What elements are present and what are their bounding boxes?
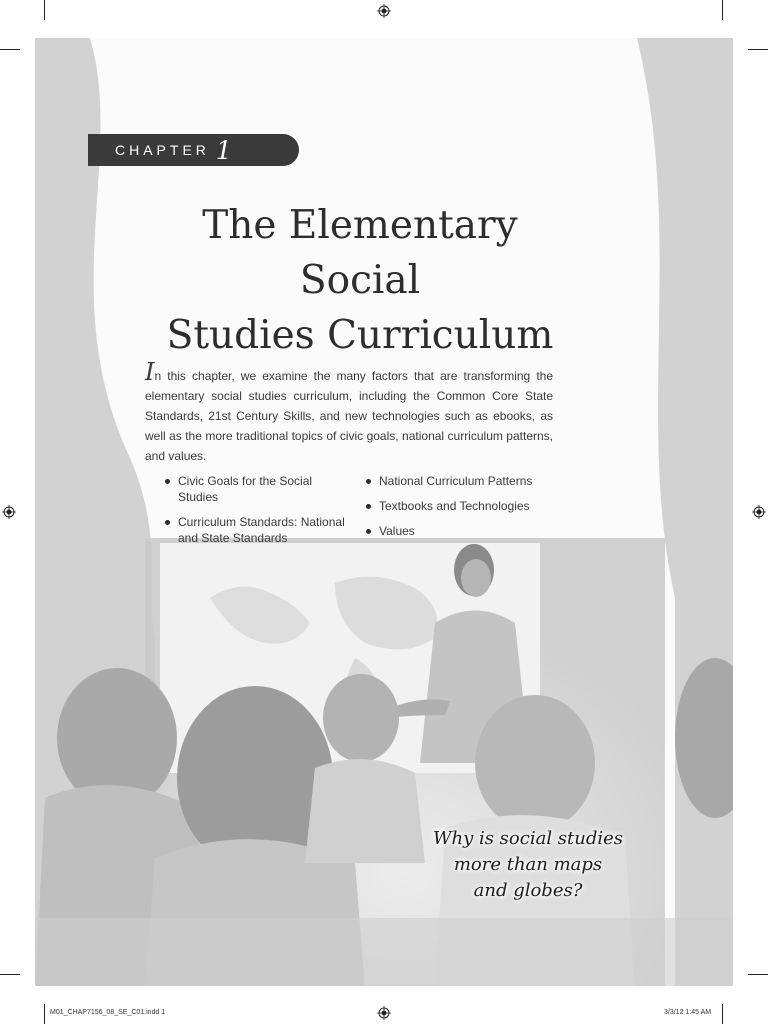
chapter-title — [140, 198, 580, 363]
topic-item: Values — [366, 523, 556, 539]
topic-item: National Curriculum Patterns — [366, 473, 556, 489]
crop-mark — [44, 0, 45, 20]
topics-column-1 — [165, 473, 350, 555]
title-line-1: The Elementary Social — [202, 203, 518, 303]
slug-date: 3/3/12 1:45 AM — [664, 1009, 712, 1016]
crop-mark — [0, 974, 20, 975]
question-line-2: more than maps — [453, 854, 603, 875]
crop-mark — [0, 49, 20, 50]
chapter-number: 1 — [215, 135, 232, 165]
registration-mark-icon — [377, 1006, 391, 1020]
topics-column-2 — [366, 473, 556, 548]
crop-mark — [722, 1004, 723, 1024]
crop-mark — [748, 49, 768, 50]
topic-item: Textbooks and Technologies — [366, 498, 556, 514]
intro-paragraph — [145, 358, 553, 466]
question-line-3: and globes? — [473, 880, 583, 901]
slug-file: M01_CHAP7156_08_SE_C01.indd 1 — [50, 1009, 166, 1016]
topic-item: Curriculum Standards: National and State Standards — [165, 514, 350, 546]
chapter-tab — [88, 134, 299, 166]
topic-item: Civic Goals for the Social Studies — [165, 473, 350, 505]
question-line-1: Why is social studies — [432, 828, 624, 849]
registration-mark-icon — [377, 4, 391, 18]
intro-text: n this chapter, we examine the many factors that are transforming the elementary social studies curriculum, including the Common Core State Standards, 21st Century Skills, and new technologies such as ebooks, as well as the more traditional topics of civic goals, national curriculum patterns, and values. — [145, 369, 553, 463]
chapter-question — [418, 826, 638, 904]
title-line-2: Studies Curriculum — [166, 313, 554, 358]
registration-mark-icon — [752, 505, 766, 519]
drop-cap: I — [145, 358, 155, 386]
chapter-label: CHAPTER — [115, 142, 210, 158]
crop-mark — [748, 974, 768, 975]
crop-mark — [722, 0, 723, 20]
registration-mark-icon — [2, 505, 16, 519]
crop-mark — [44, 1004, 45, 1024]
